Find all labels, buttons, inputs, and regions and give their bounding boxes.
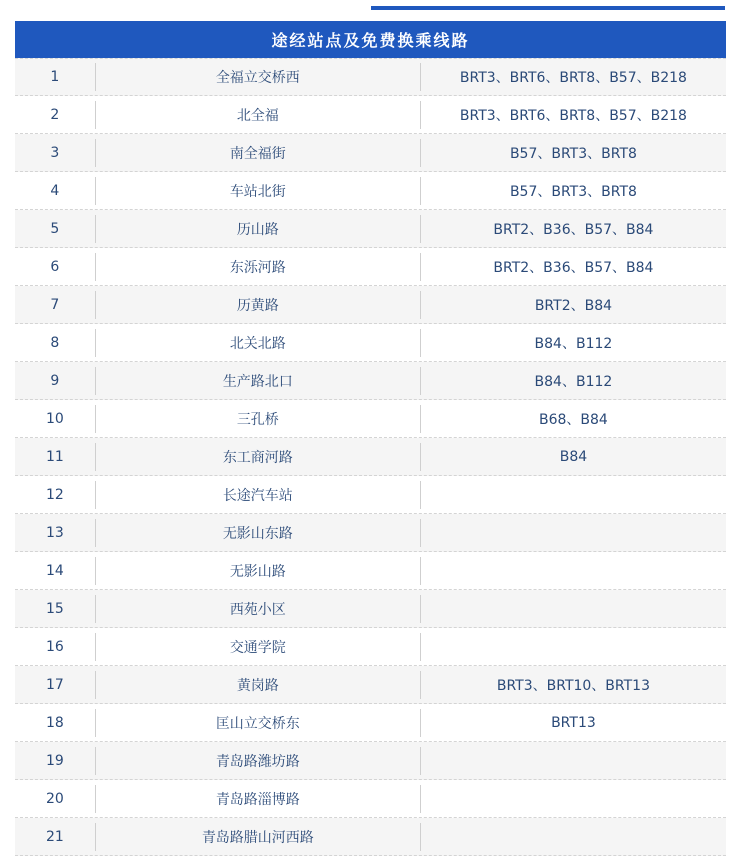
transfer-lines xyxy=(421,514,726,551)
table-row xyxy=(15,704,726,742)
transfer-lines: BRT3、BRT6、BRT8、B57、B218 xyxy=(459,70,687,86)
transfer-lines: BRT2、B36、B57、B84 xyxy=(493,259,654,276)
table-row xyxy=(15,476,726,514)
table-row xyxy=(15,286,726,324)
row-number: 3 xyxy=(50,144,60,161)
row-number: 20 xyxy=(45,790,64,807)
row-number: 14 xyxy=(45,562,64,579)
row-number: 21 xyxy=(45,828,64,845)
transfer-lines: BRT13 xyxy=(551,714,596,731)
top-accent-rule xyxy=(371,6,725,10)
transfer-lines: B84、B112 xyxy=(534,335,613,352)
station-name: 无影山东路 xyxy=(222,525,293,542)
station-name: 三孔桥 xyxy=(236,411,279,428)
transfer-lines: B57、BRT3、BRT8 xyxy=(509,145,637,162)
table-row xyxy=(15,400,726,438)
transfer-lines: BRT3、BRT6、BRT8、B57、B218 xyxy=(459,107,687,124)
station-name: 历山路 xyxy=(236,221,279,238)
row-number: 10 xyxy=(45,410,64,427)
transfer-lines: B84、B112 xyxy=(534,373,613,390)
station-name: 东工商河路 xyxy=(222,449,293,466)
station-name: 生产路北口 xyxy=(222,373,293,390)
station-name: 西苑小区 xyxy=(229,601,286,618)
transfer-lines: BRT2、B36、B57、B84 xyxy=(493,221,654,238)
station-name: 南全福街 xyxy=(229,145,286,162)
transfer-lines: B57、BRT3、BRT8 xyxy=(509,183,637,200)
transfer-lines xyxy=(421,552,726,589)
transfer-lines xyxy=(421,628,726,665)
station-name: 匡山立交桥东 xyxy=(215,715,300,732)
table-row xyxy=(15,58,726,96)
table-header xyxy=(15,21,726,58)
table-row xyxy=(15,628,726,666)
table-row xyxy=(15,552,726,590)
station-name: 车站北街 xyxy=(229,183,286,200)
transfer-lines: BRT3、BRT10、BRT13 xyxy=(496,677,650,694)
station-name: 青岛路淄博路 xyxy=(215,791,300,808)
table-row xyxy=(15,96,726,134)
row-number: 18 xyxy=(45,714,64,731)
row-number: 17 xyxy=(45,676,64,693)
row-number: 7 xyxy=(50,296,60,313)
station-name: 无影山路 xyxy=(229,563,286,580)
table-row xyxy=(15,780,726,818)
station-name: 东泺河路 xyxy=(229,259,286,276)
transfer-lines: B84 xyxy=(559,448,588,465)
row-number: 15 xyxy=(45,600,64,617)
row-number: 6 xyxy=(50,258,60,275)
table-row xyxy=(15,514,726,552)
table-row xyxy=(15,248,726,286)
transfer-lines: B68、B84 xyxy=(539,411,608,428)
row-number: 8 xyxy=(50,334,60,351)
transfer-lines xyxy=(421,742,726,779)
row-number: 13 xyxy=(45,524,64,541)
row-number: 5 xyxy=(50,220,60,237)
table-row xyxy=(15,742,726,780)
transfer-lines xyxy=(421,780,726,817)
transfer-lines: BRT2、B84 xyxy=(534,297,613,314)
station-name: 北全福 xyxy=(236,107,279,124)
row-number: 19 xyxy=(45,752,64,769)
station-name: 全福立交桥西 xyxy=(215,70,300,86)
station-name: 北关北路 xyxy=(229,335,286,352)
station-name: 黄岗路 xyxy=(236,677,279,694)
transfer-lines xyxy=(421,590,726,627)
station-name: 长途汽车站 xyxy=(222,487,293,504)
row-number: 2 xyxy=(50,106,60,123)
table-row xyxy=(15,172,726,210)
table-row xyxy=(15,210,726,248)
table-row xyxy=(15,324,726,362)
table-row xyxy=(15,590,726,628)
table-title: 途经站点及免费换乘线路 xyxy=(271,31,470,50)
table-row xyxy=(15,438,726,476)
station-name: 青岛路腊山河西路 xyxy=(201,829,314,846)
table-row xyxy=(15,818,726,856)
row-number: 16 xyxy=(45,638,64,655)
transfer-lines xyxy=(421,818,726,855)
table-row xyxy=(15,134,726,172)
station-name: 青岛路潍坊路 xyxy=(215,753,300,770)
table-row xyxy=(15,362,726,400)
table-row xyxy=(15,666,726,704)
row-number: 11 xyxy=(45,448,64,465)
row-number: 1 xyxy=(50,69,60,85)
station-name: 历黄路 xyxy=(236,297,279,314)
row-number: 9 xyxy=(50,372,60,389)
station-table xyxy=(15,58,726,856)
station-name: 交通学院 xyxy=(229,639,286,656)
row-number: 4 xyxy=(50,182,60,199)
transfer-lines xyxy=(421,476,726,513)
row-number: 12 xyxy=(45,486,64,503)
